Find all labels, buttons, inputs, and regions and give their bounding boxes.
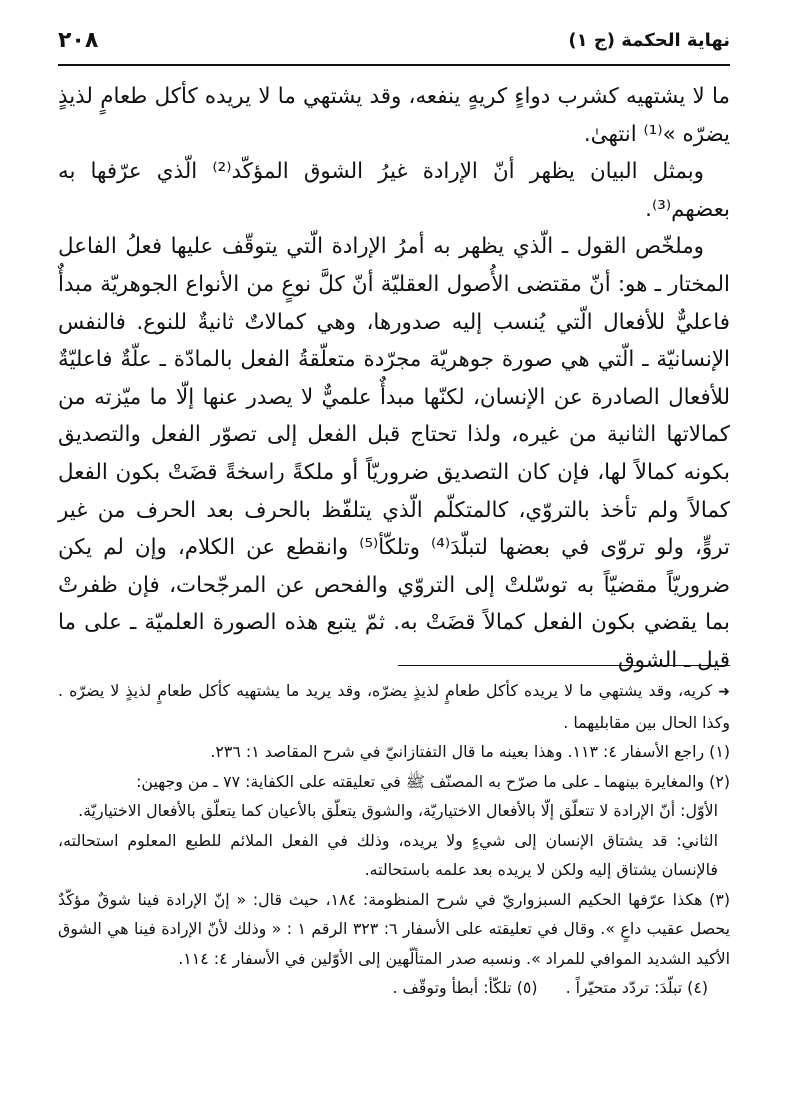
paragraph-continuation: ما لا يشتهيه كشرب دواءٍ كريهٍ ينفعه، وقد يشتهي ما لا يريده كأكل طعامٍ لذيذٍ يضرّه »⁽¹⁾ انتهىٰ. (58, 84, 730, 147)
footnote-2-first: الأوّل: أنّ الإرادة لا تتعلّق إلّا بالأفعال الاختياريّة، والشوق يتعلّق بالأعيان كما يتعلّق بالأفعال الاختياريّة. (78, 801, 718, 820)
footnote-4: (٤) تبلّدَ: تردّد متحيّراً . (565, 978, 708, 997)
footnote-2-second: الثاني: قد يشتاق الإنسان إلى شيءٍ ولا يريده، وذلك في الفعل الملائم للطبع المعلوم استحالته، فالإنسان يشتاق إليه ولكن لا يريده بعد علمه باستحالته. (58, 830, 718, 879)
paragraph-summary: وملخّص القول ـ الّذي يظهر به أمرُ الإرادة الّتي يتوقّف عليها فعلُ الفاعل المختار ـ هو: أنّ مقتضى الأُصول العقليّة أنّ كلَّ نوعٍ من الأنواع الجوهريّة مبدأٌ فاعليٌّ للأفعال الّتي يُنسب إليه صدورها، وهي كمالاتٌ ثانيةٌ للنوع. فالنفس الإنسانيّة ـ الّتي هي صورة جوهريّة مجرّدة متعلّقةُ الفعل بالمادّة ـ علّةٌ فاعليّةٌ للأفعال الصادرة عن الإنسان، لكنّها مبدأٌ علميٌّ لا يصدر عنها إلّا ما ميّزته من كمالاتها الثانية من غيره، ولذا تحتاج قبل الفعل إلى تصوّر الفعل والتصديق بكونه كمالاً لها، فإن كان التصديق ضروريّاً أو ملكةً راسخةً قضَتْ بكون الفعل كمالاً ولم تأخذ بالتروّي، كالمتكلّم الّذي يتلفّظ بالحرف بعد الحرف من غير تروٍّ، ولو تروّى في بعضها لتبلّدَ⁽⁴⁾ وتلكّأ⁽⁵⁾ وانقطع عن الكلام، وإن لم يكن ضروريّاً مقضيّاً به توسّلتْ إلى التروّي والفحص عن المرجّحات، فإن ظفرتْ بما يقضي بكون الفعل كمالاً قضَتْ به. ثمّ يتبع هذه الصورة العلميّة ـ على ما قيل ـ الشوق (58, 234, 730, 673)
main-text (58, 78, 730, 680)
footnote-carry-over (58, 676, 730, 737)
footnote-5: (٥) تلكّأ: أبطأ وتوقّف . (392, 978, 538, 997)
footnote-rule (398, 665, 730, 666)
paragraph-will-vs-desire: وبمثل البيان يظهر أنّ الإرادة غيرُ الشوق المؤكّد⁽²⁾ الّذي عرّفها به بعضهم⁽³⁾. (58, 159, 730, 222)
header-rule (58, 64, 730, 66)
footnote-1: (١) راجع الأسفار ٤: ١١٣. وهذا بعينه ما قال التفتازانيّ في شرح المقاصد ١: ٢٣٦. (210, 742, 730, 761)
footnote-2: (٢) والمغايرة بينهما ـ على ما صرّح به المصنّف ﷺ في تعليقته على الكفاية: ٧٧ ـ من وجهين: (136, 771, 730, 791)
page-header (58, 28, 730, 58)
footnotes-4-5 (58, 973, 730, 1003)
footnote-3: (٣) هكذا عرّفها الحكيم السبزواريّ في شرح المنظومة: ١٨٤، حيث قال: « إنّ الإرادة فينا شوقٌ مؤكّدٌ يحصل عقيب داعٍ ». وقال في تعليقته على الأسفار ٦: ٣٢٣ الرقم ١ : « وذلك لأنّ الإرادة فينا هي الشوق الأكيد الشديد الموافي للمراد ». ونسبه صدر المتألّهين إلى الأوّلين في الأسفار ٤: ١١٤. (58, 889, 731, 968)
continuation-arrow-icon: ➜ (718, 684, 730, 700)
footnotes (58, 676, 730, 1003)
running-title: نهاية الحكمة (ج ١) (568, 30, 730, 51)
page-number: ٢٠٨ (58, 28, 99, 53)
footnote-carry-over-text: كريه، وقد يشتهي ما لا يريده كأكل طعامٍ لذيذٍ يضرّه، وقد يريد ما يشتهيه كأكل طعامٍ لذيذٍ لا يضرّه . وكذا الحال بين مقابليهما . (58, 681, 730, 732)
